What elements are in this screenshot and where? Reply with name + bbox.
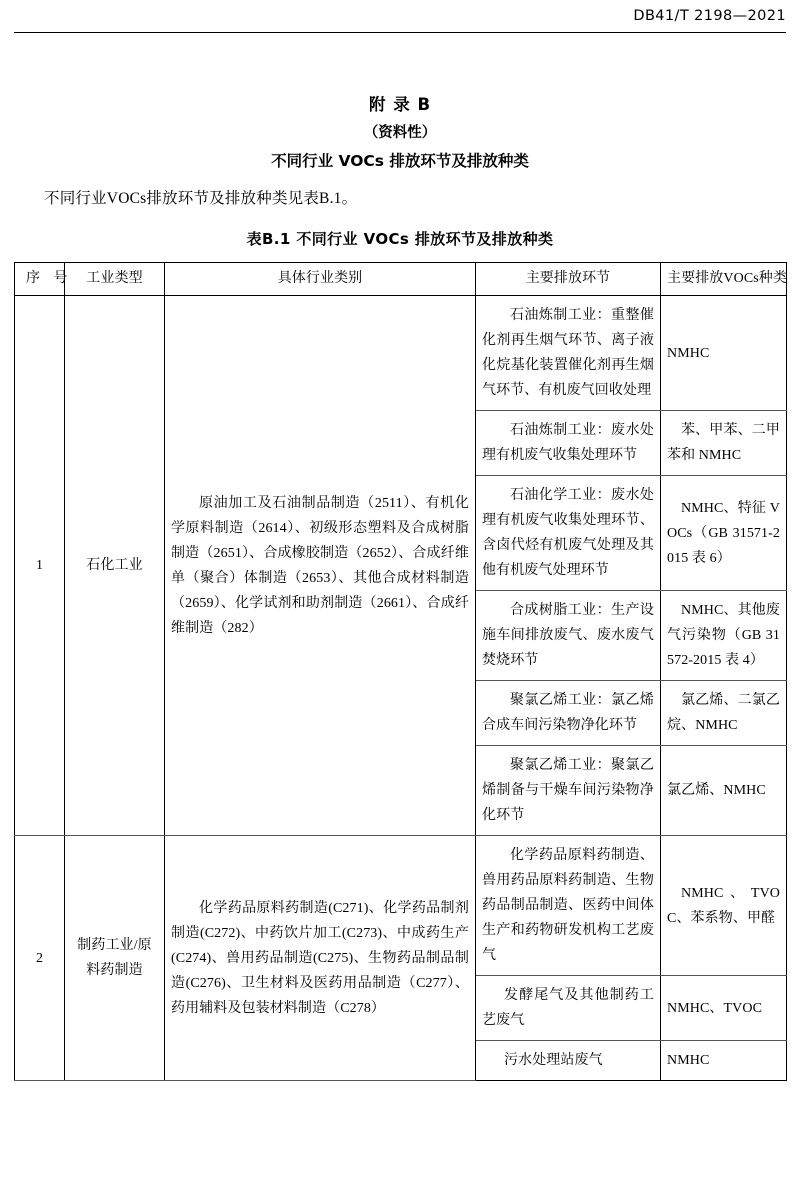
cell-industry-category: 化学药品原料药制造(C271)、化学药品制剂制造(C272)、中药饮片加工(C273)、中成药生产(C274)、兽用药品制造(C275)、生物药品制品制造(C276)、卫生材料及医药用品制造（C277）、药用辅料及包装材料制造（C278） bbox=[165, 836, 476, 1081]
table-caption: 表B.1 不同行业 VOCs 排放环节及排放种类 bbox=[246, 230, 554, 248]
cell-serial-number: 2 bbox=[15, 836, 65, 1081]
cell-vocs-types: NMHC、TVOC bbox=[661, 976, 787, 1041]
cell-emission-stage: 化学药品原料药制造、兽用药品原料药制造、生物药品制品制造、医药中间体生产和药物研发机构工艺废气 bbox=[476, 836, 661, 976]
cell-vocs-types: NMHC bbox=[661, 1041, 787, 1081]
table-row bbox=[15, 836, 787, 976]
table-container bbox=[14, 262, 786, 1081]
column-header-category: 具体行业类别 bbox=[165, 263, 476, 296]
cell-vocs-types: NMHC、其他废气污染物（GB 31572-2015 表 4） bbox=[661, 591, 787, 681]
cell-serial-number: 1 bbox=[15, 296, 65, 836]
cell-emission-stage: 聚氯乙烯工业：氯乙烯合成车间污染物净化环节 bbox=[476, 681, 661, 746]
cell-vocs-types: 苯、甲苯、二甲苯和 NMHC bbox=[661, 411, 787, 476]
cell-emission-stage: 石油炼制工业：废水处理有机废气收集处理环节 bbox=[476, 411, 661, 476]
annex-heading-block bbox=[14, 92, 786, 174]
table-row bbox=[15, 296, 787, 411]
column-header-vocs: 主要排放VOCs种类 bbox=[661, 263, 787, 296]
intro-paragraph: 不同行业VOCs排放环节及排放种类见表B.1。 bbox=[44, 190, 358, 207]
cell-vocs-types: 氯乙烯、NMHC bbox=[661, 746, 787, 836]
cell-emission-stage: 石油化学工业：废水处理有机废气收集处理环节、含卤代烃有机废气处理及其他有机废气处理环节 bbox=[476, 476, 661, 591]
table-header-row bbox=[15, 263, 787, 296]
cell-industry-type: 制药工业/原料药制造 bbox=[65, 836, 165, 1081]
page-header-standard-number: DB41/T 2198—2021 bbox=[633, 8, 786, 24]
cell-industry-category: 原油加工及石油制品制造（2511）、有机化学原料制造（2614）、初级形态塑料及合成树脂制造（2651）、合成橡胶制造（2652）、合成纤维单（聚合）体制造（2653）、其他合成材料制造（2659）、化学试剂和助剂制造（2661）、合成纤维制造（282） bbox=[165, 296, 476, 836]
table-header bbox=[15, 263, 787, 296]
column-header-stage: 主要排放环节 bbox=[476, 263, 661, 296]
cell-emission-stage: 合成树脂工业：生产设施车间排放废气、废水废气焚烧环节 bbox=[476, 591, 661, 681]
column-header-industry-type: 工业类型 bbox=[65, 263, 165, 296]
cell-emission-stage: 石油炼制工业：重整催化剂再生烟气环节、离子液化烷基化装置催化剂再生烟气环节、有机废气回收处理 bbox=[476, 296, 661, 411]
annex-kind: （资料性） bbox=[363, 125, 437, 141]
annex-title: 附 录 B bbox=[368, 95, 432, 114]
cell-industry-type: 石化工业 bbox=[65, 296, 165, 836]
cell-vocs-types: NMHC bbox=[661, 296, 787, 411]
header-divider-rule bbox=[14, 32, 786, 33]
vocs-emission-table bbox=[14, 262, 787, 1081]
cell-emission-stage: 污水处理站废气 bbox=[476, 1041, 661, 1081]
cell-emission-stage: 聚氯乙烯工业：聚氯乙烯制备与干燥车间污染物净化环节 bbox=[476, 746, 661, 836]
cell-emission-stage: 发酵尾气及其他制药工艺废气 bbox=[476, 976, 661, 1041]
annex-subtitle: 不同行业 VOCs 排放环节及排放种类 bbox=[271, 152, 529, 170]
column-header-no: 序 号 bbox=[15, 263, 65, 296]
cell-vocs-types: NMHC、TVOC、苯系物、甲醛 bbox=[661, 836, 787, 976]
cell-vocs-types: NMHC、特征 VOCs（GB 31571-2015 表 6） bbox=[661, 476, 787, 591]
cell-vocs-types: 氯乙烯、二氯乙烷、NMHC bbox=[661, 681, 787, 746]
table-body bbox=[15, 296, 787, 1081]
